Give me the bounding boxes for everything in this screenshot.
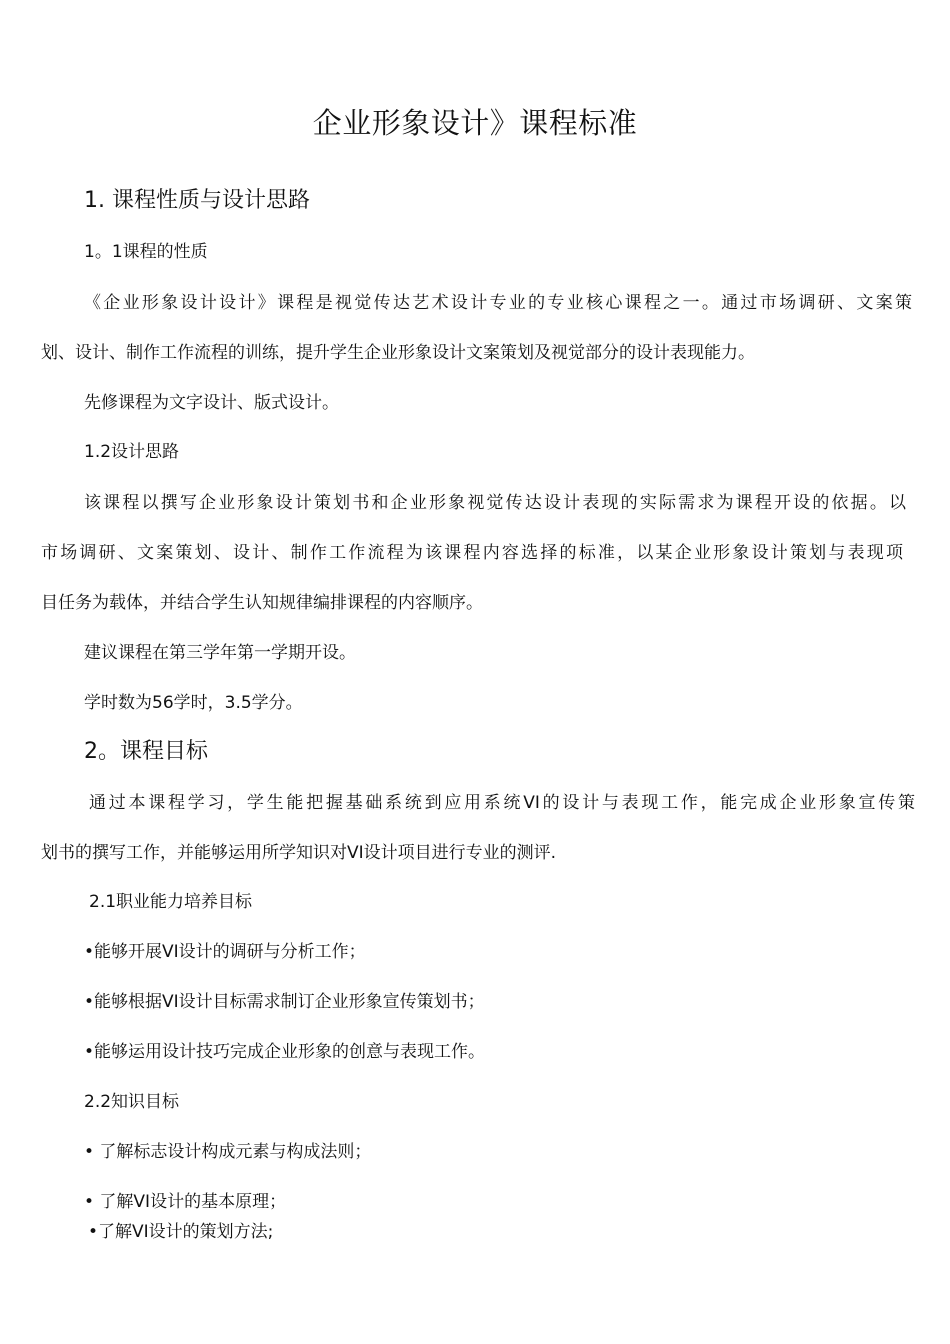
paragraph-line: 通过本课程学习，学生能把握基础系统到应用系统VI的设计与表现工作，能完成企业形象宣传策	[89, 793, 915, 813]
list-item: • 了解标志设计构成元素与构成法则；	[84, 1142, 372, 1162]
paragraph: 建议课程在第三学年第一学期开设。	[84, 643, 356, 663]
subsection-1-1-heading: 1。1课程的性质	[84, 242, 208, 262]
list-item: •了解VI设计的策划方法;	[88, 1222, 274, 1242]
list-item: • 了解VI设计的基本原理；	[84, 1192, 287, 1212]
section-2-heading: 2。课程目标	[84, 739, 208, 764]
page-title: 企业形象设计》课程标准	[312, 106, 638, 140]
list-item: •能够开展VI设计的调研与分析工作；	[84, 942, 366, 962]
paragraph-line: 市场调研、文案策划、设计、制作工作流程为该课程内容选择的标准，以某企业形象设计策划与表现项	[41, 543, 903, 563]
subsection-2-1-heading: 2.1职业能力培养目标	[89, 892, 253, 912]
paragraph-line: 《企业形象设计设计》课程是视觉传达艺术设计专业的专业核心课程之一。通过市场调研、文案策	[84, 293, 912, 313]
paragraph: 先修课程为文字设计、版式设计。	[84, 393, 339, 413]
paragraph-line: 该课程以撰写企业形象设计策划书和企业形象视觉传达设计表现的实际需求为课程开设的依据。以	[84, 493, 906, 513]
paragraph: 学时数为56学时，3.5学分。	[84, 693, 303, 713]
paragraph-line: 划书的撰写工作，并能够运用所学知识对VI设计项目进行专业的测评.	[41, 843, 557, 863]
list-item: •能够运用设计技巧完成企业形象的创意与表现工作。	[84, 1042, 486, 1062]
paragraph-line: 目任务为载体，并结合学生认知规律编排课程的内容顺序。	[41, 593, 483, 613]
list-item: •能够根据VI设计目标需求制订企业形象宣传策划书；	[84, 992, 485, 1012]
section-1-heading: 1. 课程性质与设计思路	[84, 188, 310, 213]
subsection-2-2-heading: 2.2知识目标	[84, 1092, 180, 1112]
subsection-1-2-heading: 1.2设计思路	[84, 442, 180, 462]
paragraph-line: 划、设计、制作工作流程的训练，提升学生企业形象设计文案策划及视觉部分的设计表现能力。	[41, 343, 755, 363]
